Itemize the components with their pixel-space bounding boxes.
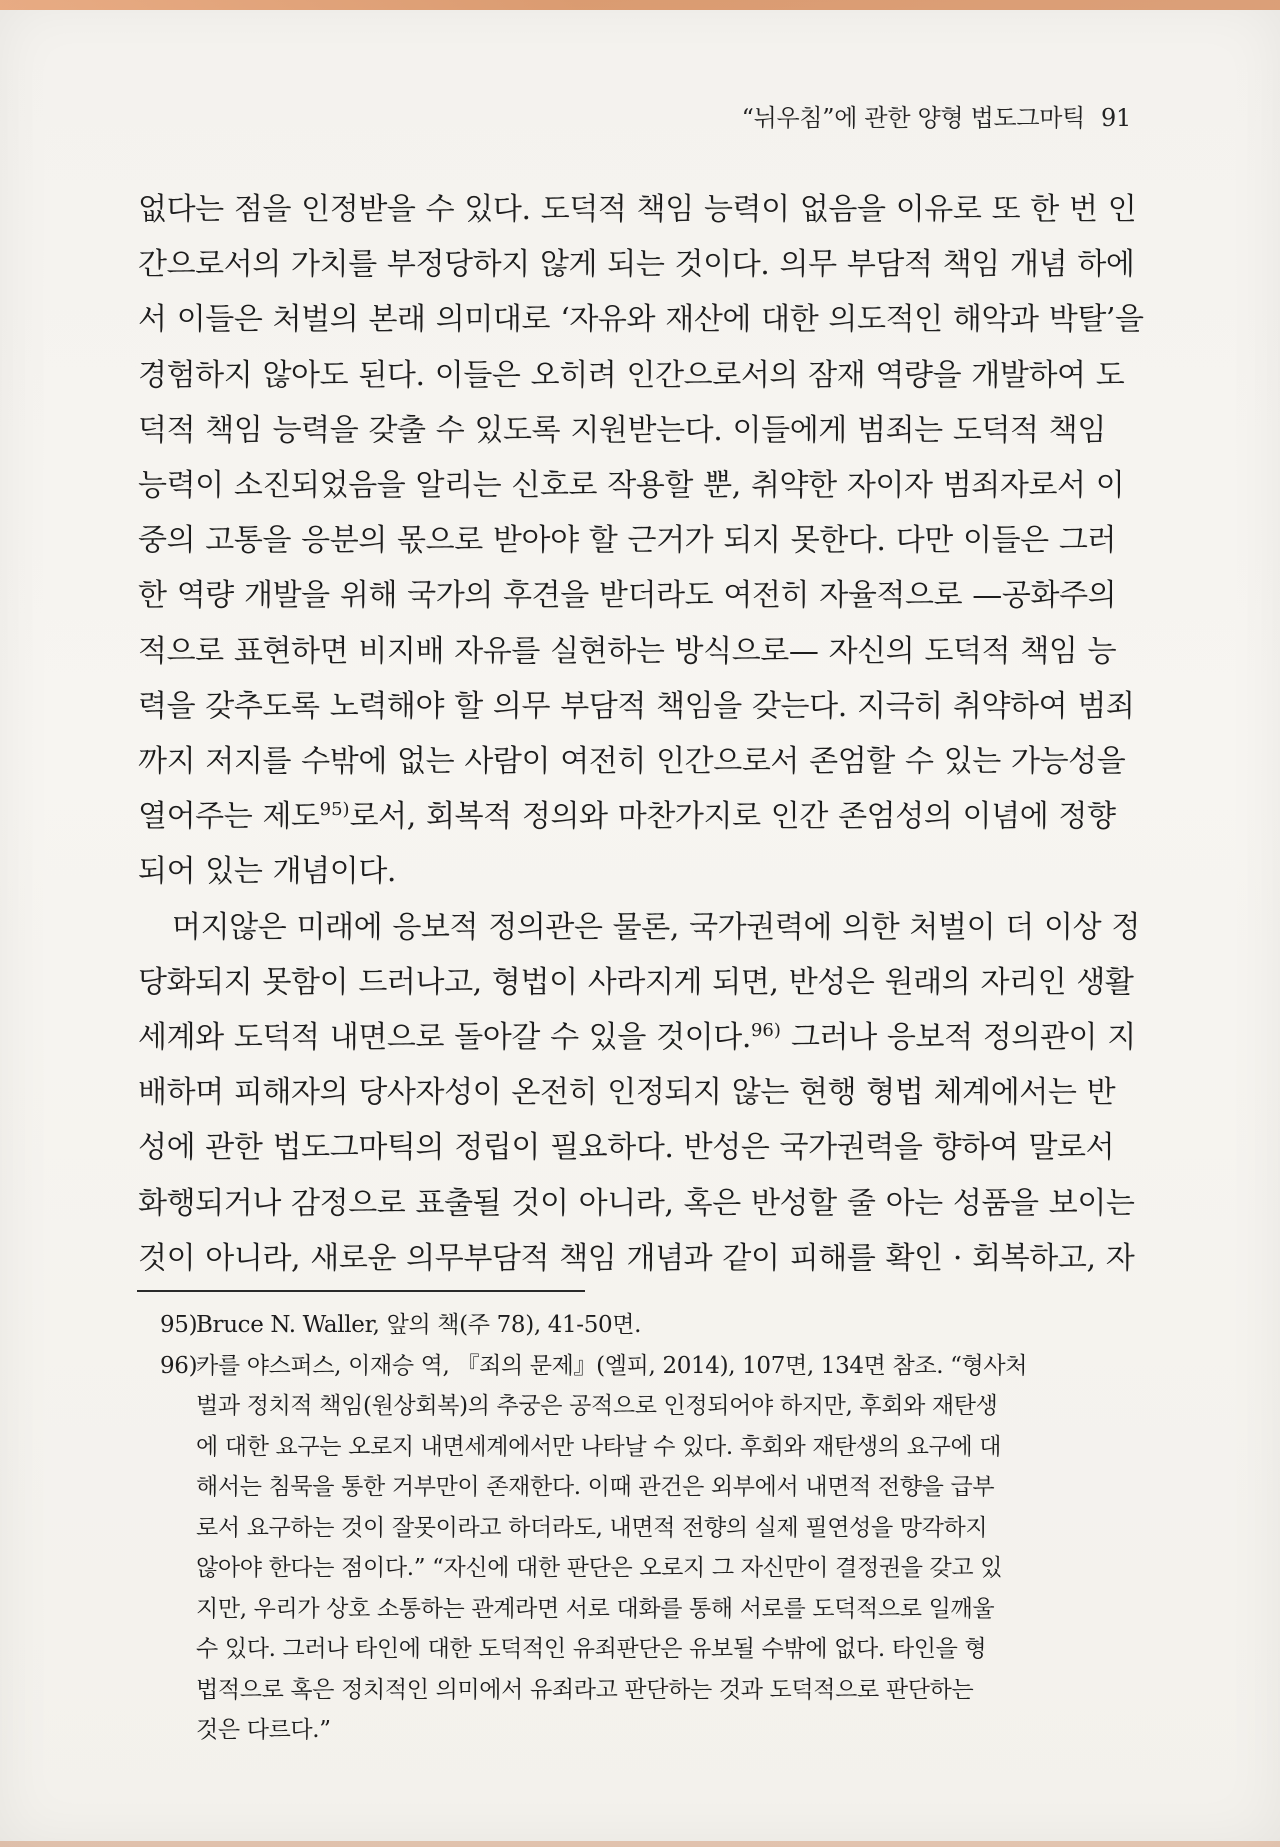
footnote-ref-96[interactable]: 96): [750, 1020, 781, 1042]
text-segment: 열어주는 제도: [138, 799, 320, 835]
text-line: 간으로서의 가치를 부정당하지 않게 되는 것이다. 의무 부담적 책임 개념 하에: [138, 247, 1135, 283]
footnotes: [160, 1305, 1150, 1751]
running-header: [742, 98, 1131, 133]
text-line: 되어 있는 개념이다.: [138, 854, 397, 890]
text-line: 경험하지 않아도 된다. 이들은 오히려 인간으로서의 잠재 역량을 개발하여 도: [138, 357, 1125, 393]
footnote-number: 95): [160, 1312, 198, 1338]
footnote-line: 않아야 한다는 점이다.” “자신에 대한 판단은 오로지 그 자신만이 결정권을 갖고 있: [196, 1555, 1003, 1581]
footnote-divider: [137, 1290, 585, 1292]
text-line: 덕적 책임 능력을 갖출 수 있도록 지원받는다. 이들에게 범죄는 도덕적 책임: [138, 412, 1106, 448]
text-line: 배하며 피해자의 당사자성이 온전히 인정되지 않는 현행 형법 체계에서는 반: [138, 1075, 1116, 1111]
footnote-line: 에 대한 요구는 오로지 내면세계에서만 나타날 수 있다. 후회와 재탄생의 요구에 대: [196, 1433, 1002, 1460]
footnote-line: 것은 다르다.”: [196, 1717, 331, 1743]
page-top-edge: [0, 0, 1280, 10]
text-line: 것이 아니라, 새로운 의무부담적 책임 개념과 같이 피해를 확인 · 회복하고, 자: [138, 1240, 1135, 1276]
footnote-line: 법적으로 혹은 정치적인 의미에서 유죄라고 판단하는 것과 도덕적으로 판단하는: [196, 1676, 974, 1703]
footnote-line: [160, 1346, 1150, 1387]
text-line: 서 이들은 처벌의 본래 의미대로 ‘자유와 재산에 대한 의도적인 해악과 박탈’을: [138, 302, 1144, 338]
footnote-line: 로서 요구하는 것이 잘못이라고 하더라도, 내면적 전향의 실제 필연성을 망각하지: [196, 1514, 988, 1541]
footnote-number: 96): [160, 1352, 198, 1379]
footnote-line: [160, 1305, 1150, 1346]
text-segment: 그러나 응보적 정의관이 지: [780, 1020, 1136, 1056]
footnote-line: 지만, 우리가 상호 소통하는 관계라면 서로 대화를 통해 서로를 도덕적으로 일깨울: [196, 1595, 995, 1622]
footnote-ref-95[interactable]: 95): [319, 799, 350, 821]
running-title: “뉘우침”에 관한 양형 법도그마틱: [741, 104, 1086, 132]
text-line: 화행되거나 감정으로 표출될 것이 아니라, 혹은 반성할 줄 아는 성품을 보이는: [138, 1185, 1135, 1221]
text-line: 능력이 소진되었음을 알리는 신호로 작용할 뿐, 취약한 자이자 범죄자로서 이: [138, 468, 1125, 504]
main-text: [138, 182, 1144, 1286]
text-line: 머지않은 미래에 응보적 정의관은 물론, 국가권력에 의한 처벌이 더 이상 정: [172, 909, 1140, 945]
footnote-96: [160, 1346, 1150, 1751]
footnote-text: Bruce N. Waller, 앞의 책(주 78), 41-50면.: [196, 1312, 642, 1338]
footnote-line: 수 있다. 그러나 타인에 대한 도덕적인 유죄판단은 유보될 수밖에 없다. 타인을 형: [196, 1636, 987, 1662]
text-line: 한 역량 개발을 위해 국가의 후견을 받더라도 여전히 자율적으로 —공화주의: [138, 578, 1117, 614]
footnote-95: [160, 1305, 1150, 1346]
text-line: 없다는 점을 인정받을 수 있다. 도덕적 책임 능력이 없음을 이유로 또 한 번 인: [138, 192, 1137, 227]
text-line: 까지 저지를 수밖에 없는 사람이 여전히 인간으로서 존엄할 수 있는 가능성을: [138, 744, 1126, 780]
page-number: 91: [1101, 104, 1131, 132]
footnote-line: 벌과 정치적 책임(원상회복)의 추궁은 공적으로 인정되어야 하지만, 후회와 재탄생: [196, 1393, 998, 1419]
text-segment: 로서, 회복적 정의와 마찬가지로 인간 존엄성의 이념에 정향: [349, 799, 1116, 835]
text-line: 력을 갖추도록 노력해야 할 의무 부담적 책임을 갖는다. 지극히 취약하여 범죄: [138, 688, 1135, 724]
text-line: 성에 관한 법도그마틱의 정립이 필요하다. 반성은 국가권력을 향하여 말로서: [138, 1130, 1115, 1166]
text-line: 적으로 표현하면 비지배 자유를 실현하는 방식으로— 자신의 도덕적 책임 능: [138, 633, 1117, 669]
footnote-line: 해서는 침묵을 통한 거부만이 존재한다. 이때 관건은 외부에서 내면적 전향을 급부: [196, 1474, 995, 1500]
page-bottom-edge: [0, 1841, 1280, 1847]
text-line-with-footnote-95: [138, 789, 1138, 844]
text-segment: 세계와 도덕적 내면으로 돌아갈 수 있을 것이다.: [138, 1020, 751, 1056]
text-line: 당화되지 못함이 드러나고, 형법이 사라지게 되면, 반성은 원래의 자리인 생활: [138, 964, 1134, 1000]
text-line-with-footnote-96: [138, 1010, 1138, 1065]
text-line: 중의 고통을 응분의 몫으로 받아야 할 근거가 되지 못한다. 다만 이들은 그러: [138, 523, 1117, 559]
footnote-text: 카를 야스퍼스, 이재승 역, 『죄의 문제』(엘피, 2014), 107면, 134면 참조. “형사처: [196, 1352, 1028, 1379]
